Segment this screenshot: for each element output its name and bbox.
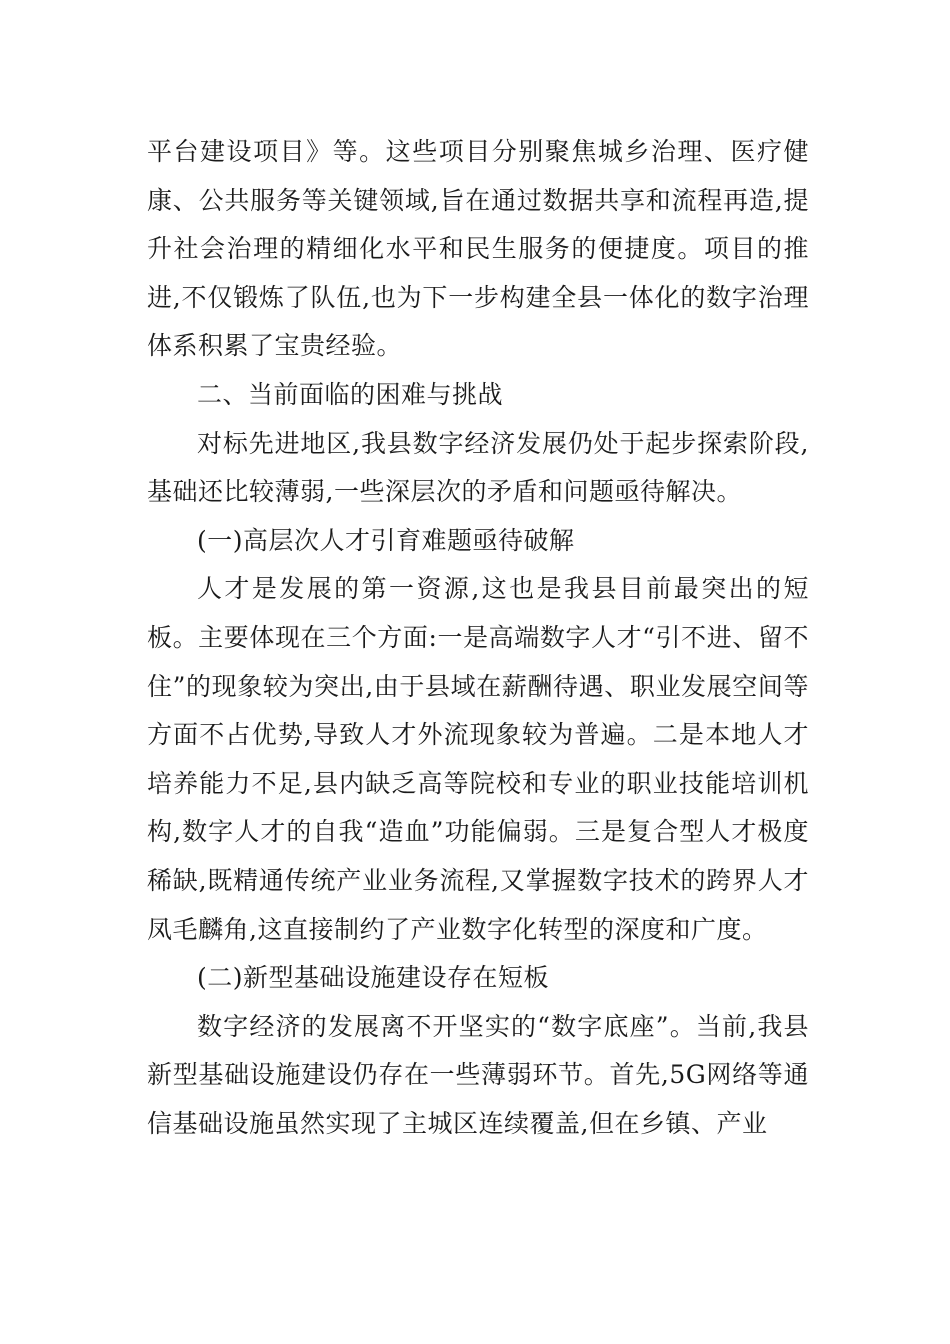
paragraph-talent: 人才是发展的第一资源,这也是我县目前最突出的短板。主要体现在三个方面:一是高端数字人才“引不进、留不住”的现象较为突出,由于县域在薪酬待遇、职业发展空间等方面不占优势,导致人才外流现象较为普遍。二是本地人才培养能力不足,县内缺乏高等院校和专业的职业技能培训机构,数字人才的自我“造血”功能偏弱。三是复合型人才极度稀缺,既精通传统产业业务流程,又掌握数字技术的跨界人才凤毛麟角,这直接制约了产业数字化转型的深度和广度。 bbox=[147, 574, 809, 944]
paragraph-projects-summary: 平台建设项目》等。这些项目分别聚焦城乡治理、医疗健康、公共服务等关键领域,旨在通过数据共享和流程再造,提升社会治理的精细化水平和民生服务的便捷度。项目的推进,不仅锻炼了队伍,也为下一步构建全县一体化的数字治理体系积累了宝贵经验。 bbox=[147, 137, 809, 361]
subsection-heading-talent: (一)高层次人才引育难题亟待破解 bbox=[197, 525, 575, 555]
paragraph-infrastructure: 数字经济的发展离不开坚实的“数字底座”。当前,我县新型基础设施建设仍存在一些薄弱环节。首先,5G网络等通信基础设施虽然实现了主城区连续覆盖,但在乡镇、产业 bbox=[147, 1011, 809, 1138]
paragraph-challenges-intro: 对标先进地区,我县数字经济发展仍处于起步探索阶段,基础还比较薄弱,一些深层次的矛盾和问题亟待解决。 bbox=[147, 428, 809, 507]
document-body bbox=[147, 128, 809, 1148]
subsection-heading-infrastructure: (二)新型基础设施建设存在短板 bbox=[197, 963, 550, 993]
section-heading-challenges: 二、当前面临的困难与挑战 bbox=[197, 379, 504, 409]
